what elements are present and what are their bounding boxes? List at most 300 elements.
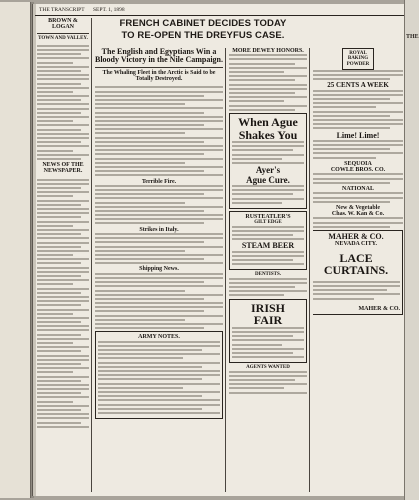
ad-text [232,251,304,266]
ad-headline: RUSTEATLER'S [245,214,291,221]
text-line [313,74,403,76]
maher-ad [313,230,403,315]
maher-title: MAHER & CO. [328,232,384,242]
text-line [313,127,390,129]
ad-heading: SEQUOIA [344,160,372,167]
text-line [37,313,73,315]
masthead-date: SEPT. 1, 1898 [93,7,125,13]
section-heading: MORE DEWEY HONORS. [232,48,304,54]
ad-text [232,185,304,204]
text-line [232,185,304,187]
notice-text [229,278,307,297]
text-line [98,353,220,355]
text-line [313,148,390,150]
text-line [232,226,304,228]
text-line [37,342,73,344]
text-line [37,78,89,80]
text-line [232,344,282,346]
text-line [229,371,307,373]
text-line [37,338,89,340]
notice-heading: DENTISTS. [255,272,281,278]
text-line [95,145,223,147]
text-line [95,327,204,329]
text-line [37,158,81,160]
ad-heading: COWLE BROS. CO. [330,167,386,174]
text-line [37,396,89,398]
ad-product: Ague Cure. [246,174,290,185]
text-line [95,319,185,321]
text-line [37,116,89,118]
text-line [98,391,220,393]
section-heading: Shipping News. [139,266,179,273]
text-line [37,417,89,419]
text-line [95,277,223,279]
ad-text [313,140,403,159]
text-line [232,339,304,341]
column-1 [37,18,89,492]
text-line [98,412,220,414]
text-line [95,91,223,93]
text-line [313,192,403,194]
text-line [37,233,81,235]
text-line [37,388,89,390]
text-line [313,90,403,92]
text-line [37,355,89,357]
text-line [313,226,390,228]
text-line [232,327,304,329]
text-line [232,145,304,147]
text-line [37,275,81,277]
text-line [313,111,403,113]
ad-text [232,141,304,164]
text-line [37,103,89,105]
text-line [95,285,223,287]
text-line [98,362,220,364]
text-line [95,107,223,109]
text-line [98,345,220,347]
text-line [95,281,204,283]
banner-line-2: TO RE-OPEN THE DREYFUS CASE. [121,30,285,41]
lace-curtains-headline: LACE CURTAINS. [323,250,389,278]
text-line [232,348,304,350]
text-line [229,278,307,280]
text-line [37,321,81,323]
text-line [232,198,304,200]
text-line [95,290,185,292]
text-line [232,162,304,164]
article-text [37,45,89,160]
notice-text [229,371,307,394]
text-line [229,63,295,65]
text-line [313,293,400,295]
text-line [37,242,89,244]
text-line [229,54,307,56]
text-line [229,294,284,296]
text-line [95,170,204,172]
text-line [313,152,403,154]
column-2 [95,48,223,492]
box-heading: ARMY NOTES. [138,334,180,341]
section-heading: Terrible Fire. [141,178,177,185]
ad-heading: BROWN & LOGAN [48,18,78,31]
text-line [37,359,89,361]
text-line [98,387,183,389]
text-line [229,109,295,111]
text-line [95,137,223,139]
text-line [229,71,284,73]
text-line [37,221,89,223]
text-line [95,306,223,308]
text-line [95,302,223,304]
stacked-pages [0,2,34,498]
text-line [37,254,73,256]
text-line [95,132,185,134]
section-heading: Strikes in Italy. [139,226,179,233]
column-divider [309,48,310,492]
ad-headline: STEAM BEER [241,241,295,251]
text-line [229,286,295,288]
text-line [37,120,73,122]
text-line [313,197,403,199]
text-line [37,262,81,264]
text-line [229,290,307,292]
text-line [37,346,89,348]
text-line [313,94,403,96]
text-line [229,79,295,81]
text-line [229,92,295,94]
text-line [37,237,89,239]
text-line [37,317,89,319]
article-text [95,185,223,225]
text-line [232,335,293,337]
text-line [98,349,202,351]
article-text [95,86,223,176]
ad-headline: IRISH [250,300,285,315]
beer-ad [229,211,307,270]
text-line [95,95,204,97]
text-line [98,399,220,401]
text-line [95,202,185,204]
text-line [98,395,202,397]
text-line [37,108,89,110]
text-line [37,258,89,260]
text-line [37,309,89,311]
text-line [98,408,202,410]
text-line [37,87,89,89]
ad-text [313,173,403,183]
banner-line-1: FRENCH CABINET DECIDES TODAY [119,18,287,29]
text-line [313,201,390,203]
text-line [37,53,81,55]
text-line [95,120,223,122]
text-line [37,133,89,135]
text-line [232,259,293,261]
ad-headline: FAIR [253,313,283,328]
text-line [229,84,307,86]
column-rule [95,67,223,68]
text-line [37,179,89,181]
text-line [95,206,223,208]
text-line [37,384,89,386]
text-line [37,409,81,411]
boxed-item [95,331,223,419]
article-text [98,341,220,414]
text-line [37,401,73,403]
text-line [313,178,403,180]
ad-heading: NATIONAL [342,186,374,193]
text-line [37,367,89,369]
text-line [313,119,403,121]
text-line [95,124,204,126]
text-line [37,95,89,97]
masthead-title: THE TRANSCRIPT [39,7,85,13]
text-line [95,153,204,155]
text-line [232,238,304,240]
royal-baking-powder-ad [342,48,374,70]
text-line [229,387,284,389]
article-text [313,90,403,130]
text-line [37,216,81,218]
ad-product: Ayer's [255,165,281,176]
text-line [98,341,220,343]
page-border [33,4,36,496]
text-line [37,129,81,131]
section-heading: NEWS OF THE NEWSPAPER. [42,162,84,175]
text-line [95,323,223,325]
text-line [37,426,89,428]
text-line [232,189,304,191]
text-line [37,392,81,394]
ad-headline: GILT EDGE [254,220,282,226]
text-line [95,298,204,300]
text-line [95,103,185,105]
text-line [229,88,307,90]
text-line [37,271,89,273]
text-line [229,105,307,107]
text-line [313,123,403,125]
text-line [95,197,223,199]
text-line [95,315,223,317]
text-line [229,67,307,69]
text-line [37,212,89,214]
text-line [232,202,282,204]
text-line [37,246,81,248]
column-4 [313,48,403,492]
text-line [37,325,89,327]
text-line [232,230,304,232]
text-line [37,45,89,47]
text-line [313,281,400,283]
text-line [95,258,204,260]
text-line [313,217,403,219]
text-line [37,292,81,294]
text-line [95,189,223,191]
ad-text [232,226,304,241]
article-text [37,179,89,428]
text-line [37,66,89,68]
text-line [313,144,403,146]
text-line [313,102,403,104]
text-line [37,49,89,51]
text-line [232,352,293,354]
newspaper-page [32,4,407,496]
text-line [229,282,307,284]
text-line [37,300,89,302]
front-banner-headline [93,18,313,41]
text-line [37,91,73,93]
text-line [95,214,223,216]
ad-headline: When Ague [238,114,298,129]
ad-headline: Shakes You [238,127,298,142]
text-line [37,376,89,378]
text-line [37,137,89,139]
text-line [98,374,220,376]
text-line [313,140,403,142]
text-line [37,141,81,143]
maher-location: NEVADA CITY. [334,241,377,248]
text-line [229,392,307,394]
text-line [37,154,89,156]
text-line [313,298,374,300]
ague-ad [229,113,307,209]
text-line [37,187,81,189]
text-line [95,254,223,256]
text-line [232,154,304,156]
text-line [313,289,387,291]
text-line [232,234,293,236]
text-line [95,237,223,239]
notice-heading: AGENTS WANTED [246,365,290,371]
text-line [98,370,220,372]
ad-brand: ROYAL [349,51,367,56]
text-line [313,222,403,224]
article-text [95,233,223,264]
text-line [37,204,81,206]
text-line [98,366,202,368]
text-line [232,356,304,358]
text-line [229,379,295,381]
text-line [313,78,390,80]
text-line [95,250,185,252]
text-line [37,304,81,306]
text-line [37,422,81,424]
text-line [37,279,89,281]
article-text [95,273,223,329]
text-line [95,112,204,114]
text-line [313,98,390,100]
text-line [95,99,223,101]
text-line [229,375,307,377]
column-divider [225,48,226,492]
text-line [37,57,89,59]
text-line [37,150,73,152]
text-line [37,350,81,352]
text-line [37,329,89,331]
text-line [37,200,89,202]
ad-product: BAKING POWDER [346,56,370,67]
text-line [95,273,223,275]
column-3 [229,48,307,492]
text-line [95,149,223,151]
text-line [95,162,185,164]
text-line [98,378,202,380]
text-line [229,100,284,102]
text-line [98,404,220,406]
text-line [232,255,304,257]
masthead [35,7,405,16]
text-line [98,357,183,359]
text-line [95,158,223,160]
text-line [313,285,400,287]
irish-fair-ad [229,299,307,364]
lime-ad-heading: Lime! Lime! [336,130,380,140]
text-line [313,157,376,159]
text-line [232,141,304,143]
text-line [37,70,81,72]
text-line [37,145,89,147]
text-line [232,251,304,253]
text-line [95,185,223,187]
ad-heading: Chas. W. Kan & Co. [331,211,385,218]
ad-text [313,281,400,300]
text-line [95,241,204,243]
text-line [37,334,81,336]
text-line [95,218,223,220]
text-line [95,233,223,235]
text-line [37,191,89,193]
text-line [37,99,81,101]
text-line [229,383,307,385]
text-line [95,262,223,264]
maher-signature: MAHER & CO. [358,305,400,312]
text-line [37,380,81,382]
text-line [37,208,89,210]
text-line [37,296,89,298]
text-line [95,310,204,312]
text-line [313,173,403,175]
text-line [232,193,293,195]
text-line [37,62,73,64]
text-line [37,288,89,290]
text-line [313,70,403,72]
text-line [37,74,89,76]
text-line [98,383,220,385]
text-line [37,363,81,365]
text-line [37,195,73,197]
text-line [95,128,223,130]
ad-text [313,70,403,80]
text-line [37,371,73,373]
text-line [232,149,293,151]
text-line [95,193,204,195]
text-line [229,58,307,60]
text-line [37,413,89,415]
ad-text [313,192,403,202]
text-line [95,222,204,224]
next-page-masthead: THE [406,34,419,40]
text-line [232,158,282,160]
column-rule [37,33,89,34]
text-line [95,210,204,212]
ad-text [232,327,304,358]
text-line [37,183,89,185]
text-line [95,86,223,88]
subscription-heading: 25 CENTS A WEEK [327,81,389,90]
text-line [232,331,304,333]
article-text [229,54,307,110]
text-line [37,225,73,227]
text-line [37,83,81,85]
